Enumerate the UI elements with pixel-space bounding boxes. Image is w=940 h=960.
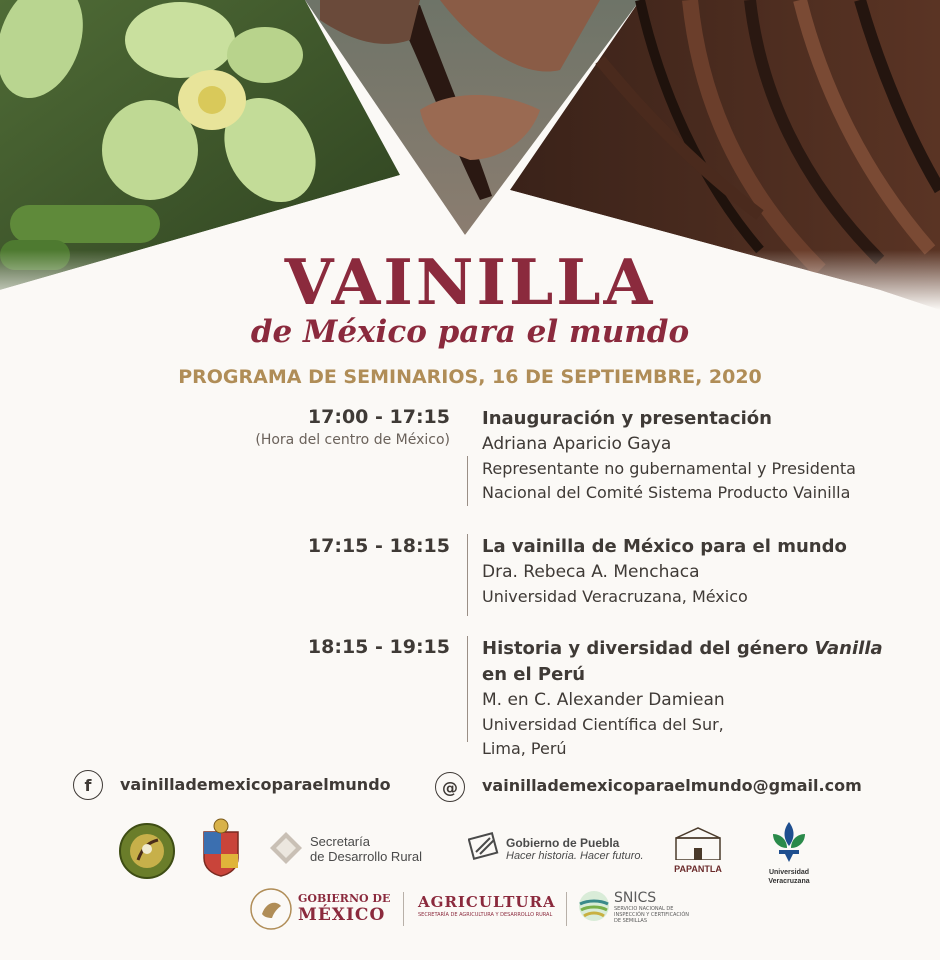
- snics-logo-subtext: INSPECCIÓN Y CERTIFICACIÓN: [614, 912, 690, 918]
- papantla-logo-text: PAPANTLA: [674, 864, 722, 874]
- sader-logo-line2: de Desarrollo Rural: [310, 849, 422, 864]
- subtitle: de México para el mundo: [250, 314, 690, 350]
- logo-divider: [403, 892, 404, 926]
- session-2-speaker: Dra. Rebeca A. Menchaca: [482, 562, 700, 582]
- gobierno-logo-line2: MÉXICO: [298, 905, 386, 925]
- agricultura-logo-subtext: SECRETARÍA DE AGRICULTURA Y DESARROLLO RURAL: [418, 912, 553, 918]
- snics-globe-icon: [578, 890, 610, 922]
- divider-line: [467, 636, 468, 742]
- snics-logo-subtext: DE SEMILLAS: [614, 918, 648, 924]
- puebla-logo-line1: Gobierno de Puebla: [506, 836, 620, 850]
- session-3-title-italic: Vanilla: [814, 638, 883, 659]
- program-date-line: PROGRAMA DE SEMINARIOS, 16 DE SEPTIEMBRE, 2020: [178, 366, 762, 388]
- session-2-affiliation-line: Universidad Veracruzana, México: [482, 587, 748, 606]
- at-sign-icon[interactable]: @: [435, 772, 465, 802]
- logo-divider: [566, 892, 567, 926]
- mexico-eagle-seal-icon: [250, 888, 292, 930]
- main-title: VAINILLA: [284, 245, 656, 319]
- uv-logo-text: Universidad Veracruzana: [768, 869, 810, 885]
- facebook-icon[interactable]: f: [73, 770, 103, 800]
- session-1: [482, 406, 922, 505]
- sader-emblem-icon: [270, 832, 302, 864]
- sader-logo-line1: Secretaría: [310, 834, 370, 849]
- snics-logo-subtext: SERVICIO NACIONAL DE: [614, 906, 674, 912]
- session-2-title: La vainilla de México para el mundo: [482, 536, 847, 557]
- fleur-de-lis-icon: [769, 820, 809, 864]
- session-3-title-line2: en el Perú: [482, 664, 586, 685]
- agricultura-logo: [418, 893, 556, 919]
- session-3-title: [482, 636, 922, 662]
- session-3: [482, 636, 922, 761]
- gobierno-logo-line1: GOBIERNO DE: [298, 892, 391, 905]
- session-1-speaker: Adriana Aparicio Gaya: [482, 434, 672, 454]
- universidad-veracruzana-logo: [752, 820, 826, 886]
- session-3-affiliation-line: Lima, Perú: [482, 739, 567, 758]
- divider-line: [467, 456, 468, 506]
- session-3-title-text: Historia y diversidad del género: [482, 638, 815, 659]
- session-1-affiliation-line: Nacional del Comité Sistema Producto Vainilla: [482, 483, 851, 502]
- session-1-time: 17:00 - 17:15: [307, 406, 450, 428]
- session-3-time: 18:15 - 19:15: [307, 636, 450, 658]
- puebla-logo-line2: Hacer historia. Hacer futuro.: [506, 850, 644, 862]
- papantla-logo: [670, 826, 726, 874]
- agricultura-logo-text: AGRICULTURA: [418, 893, 556, 911]
- session-2: [482, 534, 922, 609]
- comite-vainilla-seal-logo: [118, 822, 176, 884]
- snics-logo-text: SNICS: [614, 890, 657, 906]
- session-3-speaker: M. en C. Alexander Damiean: [482, 690, 725, 710]
- email-link[interactable]: vainillademexicoparaelmundo@gmail.com: [482, 776, 862, 795]
- session-3-affiliation-line: Universidad Científica del Sur,: [482, 715, 724, 734]
- veracruz-coat-of-arms-logo: [200, 818, 242, 882]
- divider-line: [467, 534, 468, 616]
- puebla-emblem-icon: [468, 830, 502, 862]
- session-1-affiliation-line: Representante no gubernamental y Presidenta: [482, 459, 856, 478]
- timezone-note: (Hora del centro de México): [255, 432, 450, 448]
- papantla-building-icon: [670, 826, 726, 860]
- facebook-link[interactable]: vainillademexicoparaelmundo: [120, 775, 391, 794]
- session-2-time: 17:15 - 18:15: [307, 535, 450, 557]
- session-1-title: Inauguración y presentación: [482, 408, 772, 429]
